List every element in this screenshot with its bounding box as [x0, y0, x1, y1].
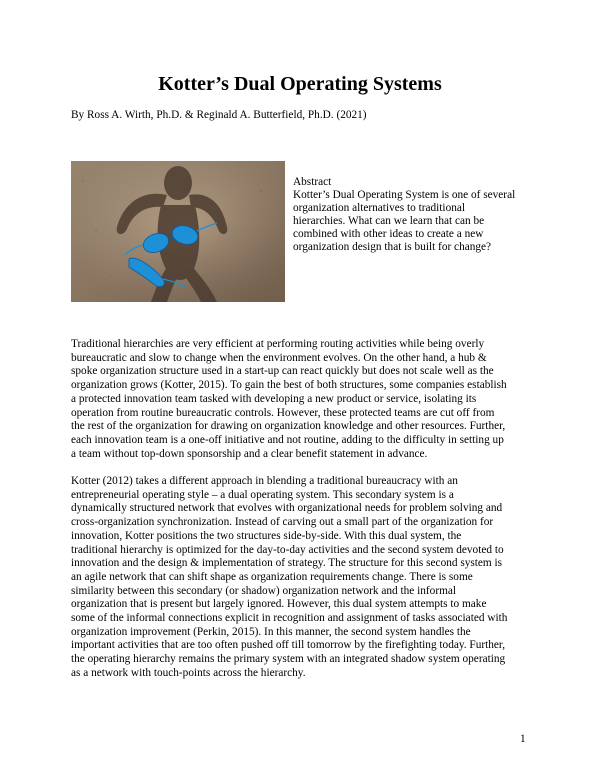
text-line: the rest of the organization for drawing on organization knowledge and other resources. Further,: [71, 420, 506, 433]
body-paragraph-1: [71, 338, 541, 461]
text-line: Traditional hierarchies are very efficient at performing routing activities while being overly: [71, 338, 485, 350]
text-line: organization that is present but largely ignored. However, this dual system attempts to make: [71, 598, 487, 611]
text-line: cross-organization synchronization. Instead of carving out a small part of the organization for: [71, 516, 494, 529]
text-line: a team without top-down sponsorship and a clear benefit statement in advance.: [71, 447, 428, 460]
text-line: the operating hierarchy remains the primary system with an integrated shadow system operating: [71, 653, 506, 666]
abstract-line: hierarchies. What can we learn that can be: [293, 215, 485, 227]
abstract: [293, 176, 543, 254]
text-line: dynamically structured network that evolves with organizational needs for problem solving and: [71, 502, 503, 515]
text-line: traditional hierarchy is optimized for the day-to-day activities and the second system devoted to: [71, 543, 504, 556]
text-line: operation from routine bureaucratic controls. However, these protected teams are cut off from: [71, 406, 495, 419]
abstract-heading: Abstract: [293, 176, 332, 188]
text-line: Kotter (2012) takes a different approach in blending a traditional bureaucracy with an: [71, 475, 458, 487]
abstract-line: combined with other ideas to create a new: [293, 228, 484, 240]
abstract-line: organization alternatives to traditional: [293, 202, 466, 214]
byline: By Ross A. Wirth, Ph.D. & Reginald A. Butterfield, Ph.D. (2021): [71, 109, 367, 121]
abstract-line: organization design that is built for change?: [293, 241, 492, 253]
text-line: innovation, Kotter positions the two structures side-by-side. With this dual system, the: [71, 529, 462, 542]
text-line: spoke organization structure used in a start-up can react quickly but does not scale well as the: [71, 365, 494, 378]
abstract-line: Kotter’s Dual Operating System is one of several: [293, 189, 516, 201]
text-line: a protected innovation team tasked with developing a new product or service, isolating its: [71, 392, 477, 405]
text-line: organization improvement (Perkin, 2015). In this manner, the second system handles the: [71, 625, 471, 638]
text-line: entrepreneurial operating style – a dual operating system. This secondary system is a: [71, 488, 454, 501]
text-line: important activities that are too often pushed off till tomorrow by the firefighting today. Further,: [71, 639, 506, 652]
page-number: 1: [520, 733, 526, 745]
text-line: bureaucratic and slow to change when the environment evolves. On the other hand, a hub &: [71, 351, 487, 364]
abstract-body: [293, 189, 543, 254]
text-line: as a network with touch-points across the hierarchy.: [71, 666, 306, 679]
cover-photo: [71, 161, 285, 302]
text-line: each innovation team is a one-off initiative and not routine, adding to the difficulty in setting up: [71, 433, 504, 446]
text-line: an agile network that can shift shape as organization requirements change. There is some: [71, 570, 473, 583]
text-line: similarity between this secondary (or shadow) organization network and the informal: [71, 584, 457, 597]
text-line: organization grows (Kotter, 2015). To gain the best of both structures, some companies establish: [71, 379, 507, 392]
page-title: Kotter’s Dual Operating Systems: [158, 73, 442, 95]
text-line: some of the informal connections explicit in recognition and assignment of tasks associated with: [71, 612, 508, 625]
body-paragraph-2: [71, 475, 541, 681]
text-line: innovation and the design & implementation of strategy. The structure for this second system is: [71, 557, 503, 570]
